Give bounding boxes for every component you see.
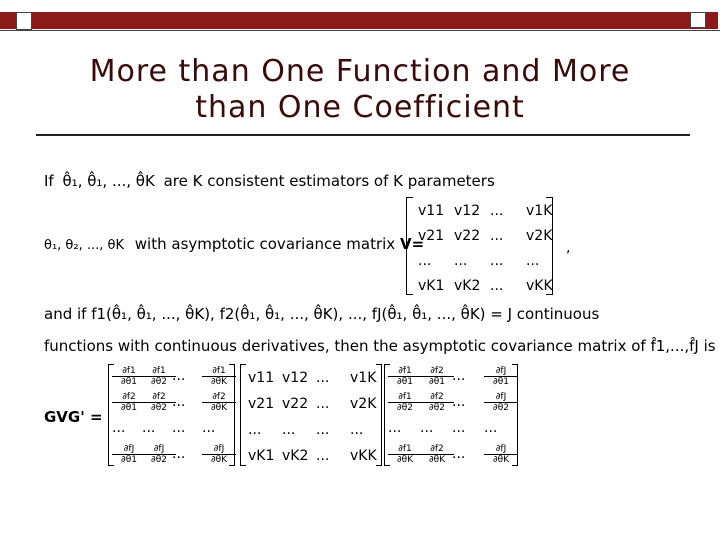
matrix-v2-cell-2-4: v2K xyxy=(350,396,377,412)
matrix-g-cell-3-2: ... xyxy=(142,420,156,436)
matrix-gt-cell-4-4: $\frac{\partial fJ}{\partial\theta K}$ xyxy=(484,444,518,465)
matrix-v2-left-bracket xyxy=(240,364,246,466)
statement-line-3: and if f1(θ̂₁, θ̂₁, ..., θ̂K), f2(θ̂₁, θ̂₁, ..., θ̂K), ..., fJ(θ̂₁, θ̂₁, ..., θ̂K) = J continuous xyxy=(44,305,600,323)
matrix-gt-cell-2-2: $\frac{\partial f2}{\partial\theta 2}$ xyxy=(420,392,454,413)
matrix-v-cell-2-1: v21 xyxy=(418,228,445,244)
matrix-v-cell-1-4: v1K xyxy=(526,203,553,219)
matrix-v-cell-2-4: v2K xyxy=(526,228,553,244)
matrix-v2-cell-3-3: ... xyxy=(316,422,330,438)
matrix-gt-cell-4-1: $\frac{\partial f1}{\partial\theta K}$ xyxy=(388,444,422,465)
top-decoration-bar xyxy=(0,12,720,30)
matrix-v-cell-1-1: v11 xyxy=(418,203,445,219)
statement-line-4: functions with continuous derivatives, then the asymptotic covariance matrix of f̂1,...,f̂J is xyxy=(44,337,716,355)
matrix-v-cell-3-3: ... xyxy=(490,253,504,269)
matrix-gt-cell-2-3: ... xyxy=(452,394,466,410)
title-rule xyxy=(36,134,690,136)
matrix-v2-cell-3-1: ... xyxy=(248,422,262,438)
matrix-gt-cell-1-4: $\frac{\partial fJ}{\partial\theta 1}$ xyxy=(484,366,518,387)
slide-title xyxy=(0,54,720,126)
matrix-v2-cell-1-3: ... xyxy=(316,370,330,386)
matrix-v2-cell-3-4: ... xyxy=(350,422,364,438)
matrix-v2-cell-4-3: ... xyxy=(316,448,330,464)
matrix-gt-cell-3-1: ... xyxy=(388,420,402,436)
matrix-g-cell-4-2: $\frac{\partial fJ}{\partial\theta 2}$ xyxy=(142,444,176,465)
top-color-band xyxy=(0,12,718,29)
matrix-comma: , xyxy=(566,240,571,256)
top-divider xyxy=(0,30,720,31)
matrix-v2-cell-3-2: ... xyxy=(282,422,296,438)
matrix-v-cell-3-2: ... xyxy=(454,253,468,269)
matrix-v2-cell-1-1: v11 xyxy=(248,370,275,386)
title-line-2: than One Coefficient xyxy=(195,90,525,125)
statement-line-2 xyxy=(44,235,424,253)
matrix-gt-cell-4-2: $\frac{\partial f2}{\partial\theta K}$ xyxy=(420,444,454,465)
top-right-square xyxy=(690,12,706,28)
matrix-gt-cell-3-2: ... xyxy=(420,420,434,436)
matrix-v-cell-2-2: v22 xyxy=(454,228,481,244)
statement-line-1 xyxy=(44,172,495,190)
matrix-v-cell-3-4: ... xyxy=(526,253,540,269)
matrix-g-cell-2-1: $\frac{\partial f2}{\partial\theta 1}$ xyxy=(112,392,146,413)
matrix-v-cell-2-3: ... xyxy=(490,228,504,244)
matrix-g-cell-2-2: $\frac{\partial f2}{\partial\theta 2}$ xyxy=(142,392,176,413)
matrix-v-cell-1-2: v12 xyxy=(454,203,481,219)
matrix-v2-cell-4-1: vK1 xyxy=(248,448,275,464)
matrix-v2-cell-2-1: v21 xyxy=(248,396,275,412)
matrix-g-cell-3-3: ... xyxy=(172,420,186,436)
matrix-g-cell-4-3: ... xyxy=(172,446,186,462)
matrix-g-cell-1-1: $\frac{\partial f1}{\partial\theta 1}$ xyxy=(112,366,146,387)
matrix-gt-cell-3-4: ... xyxy=(484,420,498,436)
title-line-1: More than One Function and More xyxy=(89,54,631,89)
matrix-v2-cell-2-3: ... xyxy=(316,396,330,412)
matrix-g-cell-2-4: $\frac{\partial f2}{\partial\theta K}$ xyxy=(202,392,236,413)
matrix-gt-cell-1-2: $\frac{\partial f2}{\partial\theta 1}$ xyxy=(420,366,454,387)
matrix-gt-cell-4-3: ... xyxy=(452,446,466,462)
matrix-v-cell-1-3: ... xyxy=(490,203,504,219)
parameters-list: θ₁, θ₂, ..., θK xyxy=(44,238,124,253)
matrix-v2-cell-4-4: vKK xyxy=(350,448,377,464)
matrix-g-cell-1-2: $\frac{\partial f1}{\partial\theta 2}$ xyxy=(142,366,176,387)
matrix-gt-cell-2-4: $\frac{\partial fJ}{\partial\theta 2}$ xyxy=(484,392,518,413)
line1-suffix: are K consistent estimators of K parameters xyxy=(163,172,495,190)
matrix-g-cell-1-4: $\frac{\partial f1}{\partial\theta K}$ xyxy=(202,366,236,387)
matrix-gt-cell-1-3: ... xyxy=(452,368,466,384)
matrix-v2-cell-4-2: vK2 xyxy=(282,448,309,464)
matrix-v-cell-4-1: vK1 xyxy=(418,278,445,294)
matrix-v2-cell-1-4: v1K xyxy=(350,370,377,386)
matrix-v2-cell-1-2: v12 xyxy=(282,370,309,386)
matrix-v-left-bracket xyxy=(406,197,413,295)
matrix-v-cell-4-4: vKK xyxy=(526,278,553,294)
gvg-label: GVG' = xyxy=(44,408,103,426)
matrix-g-cell-3-4: ... xyxy=(202,420,216,436)
matrix-gt-cell-2-1: $\frac{\partial f1}{\partial\theta 2}$ xyxy=(388,392,422,413)
matrix-g-cell-4-1: $\frac{\partial fJ}{\partial\theta 1}$ xyxy=(112,444,146,465)
if-word: If xyxy=(44,172,54,190)
matrix-g-cell-3-1: ... xyxy=(112,420,126,436)
line2-text: with asymptotic covariance matrix xyxy=(134,235,396,253)
matrix-gt-cell-3-3: ... xyxy=(452,420,466,436)
matrix-g-cell-2-3: ... xyxy=(172,394,186,410)
matrix-v-cell-4-3: ... xyxy=(490,278,504,294)
matrix-v-cell-4-2: vK2 xyxy=(454,278,481,294)
matrix-g-cell-1-3: ... xyxy=(172,368,186,384)
top-left-square xyxy=(16,12,32,30)
matrix-v-cell-3-1: ... xyxy=(418,253,432,269)
estimators-list: θ̂₁, θ̂₁, ..., θ̂K xyxy=(62,172,155,190)
matrix-g-cell-4-4: $\frac{\partial fJ}{\partial\theta K}$ xyxy=(202,444,236,465)
v-equals: V= xyxy=(399,235,425,253)
matrix-v2-cell-2-2: v22 xyxy=(282,396,309,412)
matrix-gt-cell-1-1: $\frac{\partial f1}{\partial\theta 1}$ xyxy=(388,366,422,387)
